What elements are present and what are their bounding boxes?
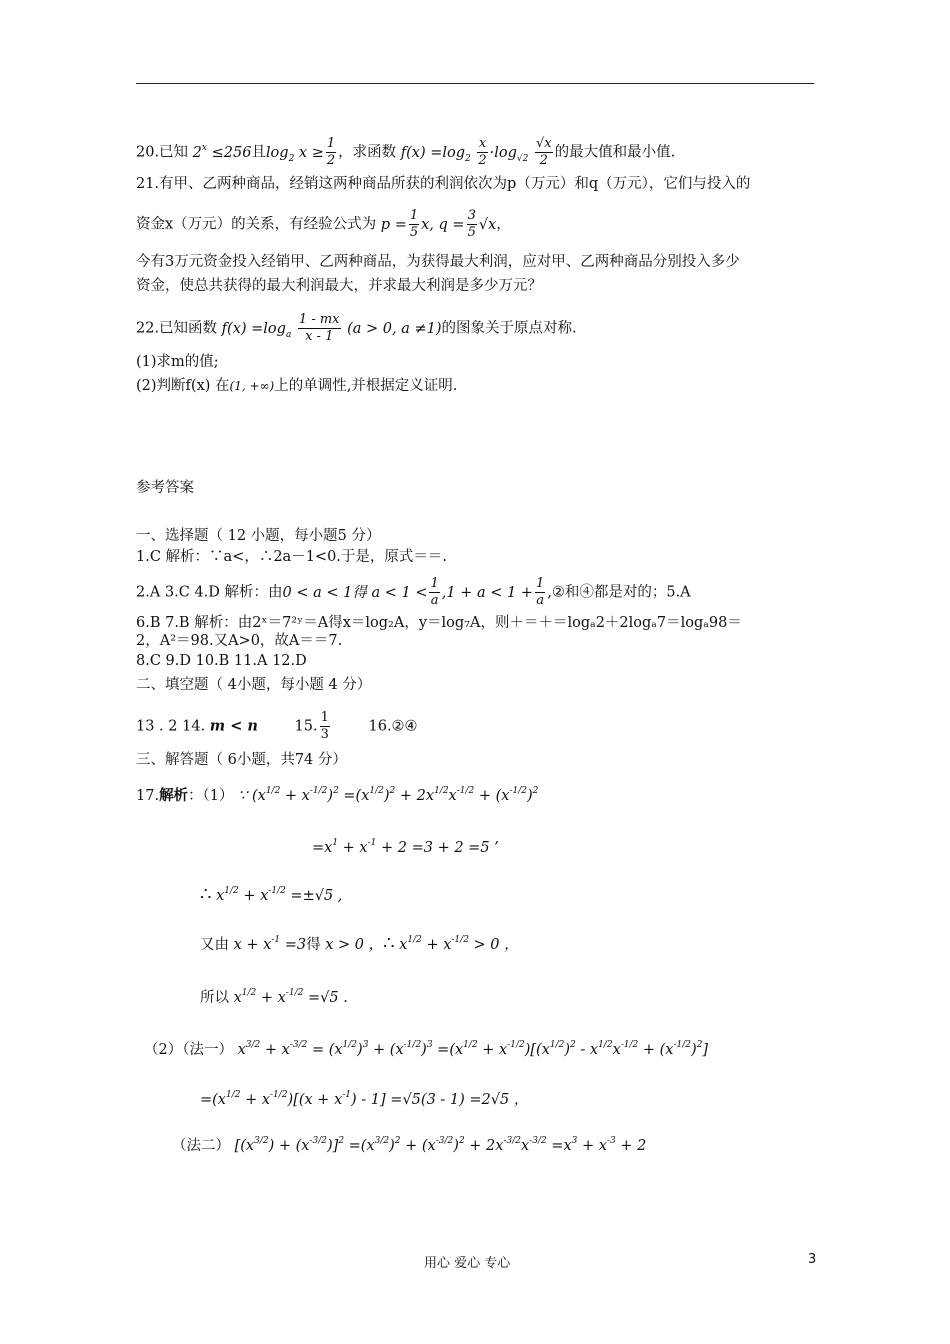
answer-17-de-text: 得: [306, 937, 321, 953]
problem-21-line-1: 21.有甲、乙两种商品，经销这两种商品所获的利润依次为p（万元）和q（万元），它们与投入的: [136, 176, 751, 192]
page-number: 3: [808, 1252, 817, 1267]
answers-section-2: 二、填空题（ 4小题，每小题 4 分）: [136, 677, 372, 693]
problem-22-q2-text: (2)判断f(x) 在: [136, 378, 230, 394]
math-one-third: $\frac{1}{3}$: [320, 710, 329, 742]
answer-17-suoyi-text: 所以: [200, 990, 229, 1006]
therefore-symbol-2: ∴: [383, 933, 395, 954]
math-17-eq2: $=x^1 + x^{-1} + 2 =3 + 2 =5$ ’: [312, 838, 499, 856]
math-17-eq7: $x^{1/2} + x^{-1/2} =√5$ .: [229, 988, 348, 1006]
math-ineq-1: $2^x \le 256$: [188, 142, 252, 161]
answers-section-3: 三、解答题（ 6小题，共74 分）: [136, 752, 347, 768]
answer-2-text-2: ,②和④都是对的；5.A: [547, 584, 691, 601]
math-formula-pq: p = $\frac{1}{5}$ x, q = $\frac{3}{5}$ √x: [376, 208, 497, 240]
problem-22: [136, 312, 577, 345]
answer-8: 8.C 9.D 10.B 11.A 12.D: [136, 653, 307, 669]
math-17-eq10: $[(x^{3/2}) + (x^{-3/2})]^2 =(x^{3/2})^2 + (x^{-3/2})^2 + 2x^{-3/2}x^{-3/2} =x^3 + x^{-3} + 2$: [234, 1136, 647, 1154]
problem-22-q2-text-2: 上的单调性,并根据定义证明.: [274, 378, 458, 394]
problem-22-q2: [136, 376, 457, 396]
problem-20-text-2: 且: [251, 144, 266, 161]
problem-21-line-2: 资金x（万元）的关系，有经验公式为 p = $\frac{1}{5}$ x, q = $\frac{3}{5}$ √x，: [136, 208, 511, 240]
math-ineq-a: 0 < a < 1得 a < 1 < $\frac{1}{a}$ ,1 + a < 1 + $\frac{1}{a}$: [282, 576, 545, 608]
problem-20-text: 20.已知: [136, 144, 189, 161]
math-m-lt-n: m < n: [209, 717, 258, 735]
math-17-eq5: x > 0 ，: [320, 937, 384, 953]
math-function-22: $f(x) =\log_a$ $\frac{1 - mx}{x - 1}$ (a > 0, a ≠1): [217, 312, 442, 344]
math-17-eq9: $=(x^{1/2} + x^{-1/2})[(x + x^{-1}) - 1] =√5(3 - 1) =2√5$ ，: [200, 1090, 529, 1108]
answer-17-jiexi: 解析: [159, 787, 189, 804]
math-17-eq6: $x^{1/2} + x^{-1/2} > 0$ ，: [394, 935, 519, 953]
math-log-cond: $\log_2 x$ ≥ $\frac{1}{2}$: [265, 136, 336, 168]
problem-21-text: 资金x（万元）的关系，有经验公式为: [136, 216, 377, 233]
answer-17-part2-label: （2）（法一）: [144, 1042, 233, 1058]
header-rule: [136, 83, 814, 84]
answer-17-youyou: [200, 934, 519, 957]
answer-17-part: ：（1）: [188, 788, 234, 804]
answers-heading: 参考答案: [136, 480, 194, 496]
math-interval: (1, +∞): [229, 379, 275, 393]
answer-13-16: [136, 710, 418, 743]
answer-17-fa2-label: （法二）: [172, 1138, 230, 1154]
answer-15-text: 15.: [294, 718, 318, 735]
answer-2: [136, 576, 691, 609]
answers-section-1: 一、选择题（ 12 小题，每小题5 分）: [136, 528, 381, 544]
answer-17-suoyi: [200, 988, 348, 1010]
answer-2-text: 2.A 3.C 4.D 解析：由: [136, 584, 283, 601]
math-17-eq4: $x + x^{-1} =3$: [229, 935, 307, 953]
problem-22-text: 22.已知函数: [136, 320, 218, 337]
answer-17-number: 17.: [136, 788, 160, 804]
answer-17-fa2: [172, 1136, 646, 1158]
answer-17-part-2: [144, 1040, 708, 1062]
answer-17-therefore: [200, 885, 342, 908]
math-17-eq1: ∵ $(x^{1/2} + x^{-1/2})^2 =(x^{1/2})^2 + 2x^{1/2}x^{-1/2} + (x^{-1/2})^2$: [238, 786, 539, 804]
answer-16-text: 16.②④: [368, 718, 418, 735]
problem-21-line-3: 今有3万元资金投入经销甲、乙两种商品，为获得最大利润，应对甲、乙两种商品分别投入多少: [136, 254, 740, 270]
answer-17-youyou-text: 又由: [200, 937, 229, 953]
answer-6-line-2: 2，A²＝98.又A>0，故A＝＝7.: [136, 633, 343, 649]
answer-17-line-1: [136, 786, 538, 808]
footer-center: 用心 爱心 专心: [424, 1256, 511, 1271]
problem-21-line-4: 资金，使总共获得的最大利润最大，并求最大利润是多少万元？: [136, 278, 542, 294]
math-17-eq3: $x^{1/2} + x^{-1/2} =\pm√5$ ,: [216, 886, 343, 904]
problem-20-text-3: ，求函数: [338, 144, 397, 161]
answer-13-text: 13 . 2 14.: [136, 718, 206, 735]
problem-22-q1: (1)求m的值;: [136, 354, 219, 370]
therefore-symbol: ∴: [200, 884, 212, 905]
problem-20: [136, 136, 675, 169]
answer-6-line-1: 6.B 7.B 解析：由2ˣ＝7²ʸ＝A得x＝log₂A，y＝log₇A，则＋＝＋＝logₐ2＋2logₐ7＝logₐ98＝: [136, 615, 742, 631]
math-17-eq8: $x^{3/2} + x^{-3/2} = (x^{1/2})^3 + (x^{-1/2})^3 =(x^{1/2} + x^{-1/2})[(x^{1/2})^2 - x^{1/2}x^{-1/2} + (x^{-1/2})^2]$: [237, 1040, 709, 1058]
problem-20-text-4: 的最大值和最小值.: [554, 144, 676, 161]
problem-22-text-2: 的图象关于原点对称.: [441, 320, 577, 337]
math-function: $f(x) =\log_2$ $\frac{x}{2}$ $\cdot\log_{√2}$ $\frac{√x}{2}$: [396, 136, 552, 168]
answer-1: 1.C 解析：∵a<，∴2a－1<0.于是，原式＝＝.: [136, 549, 448, 565]
